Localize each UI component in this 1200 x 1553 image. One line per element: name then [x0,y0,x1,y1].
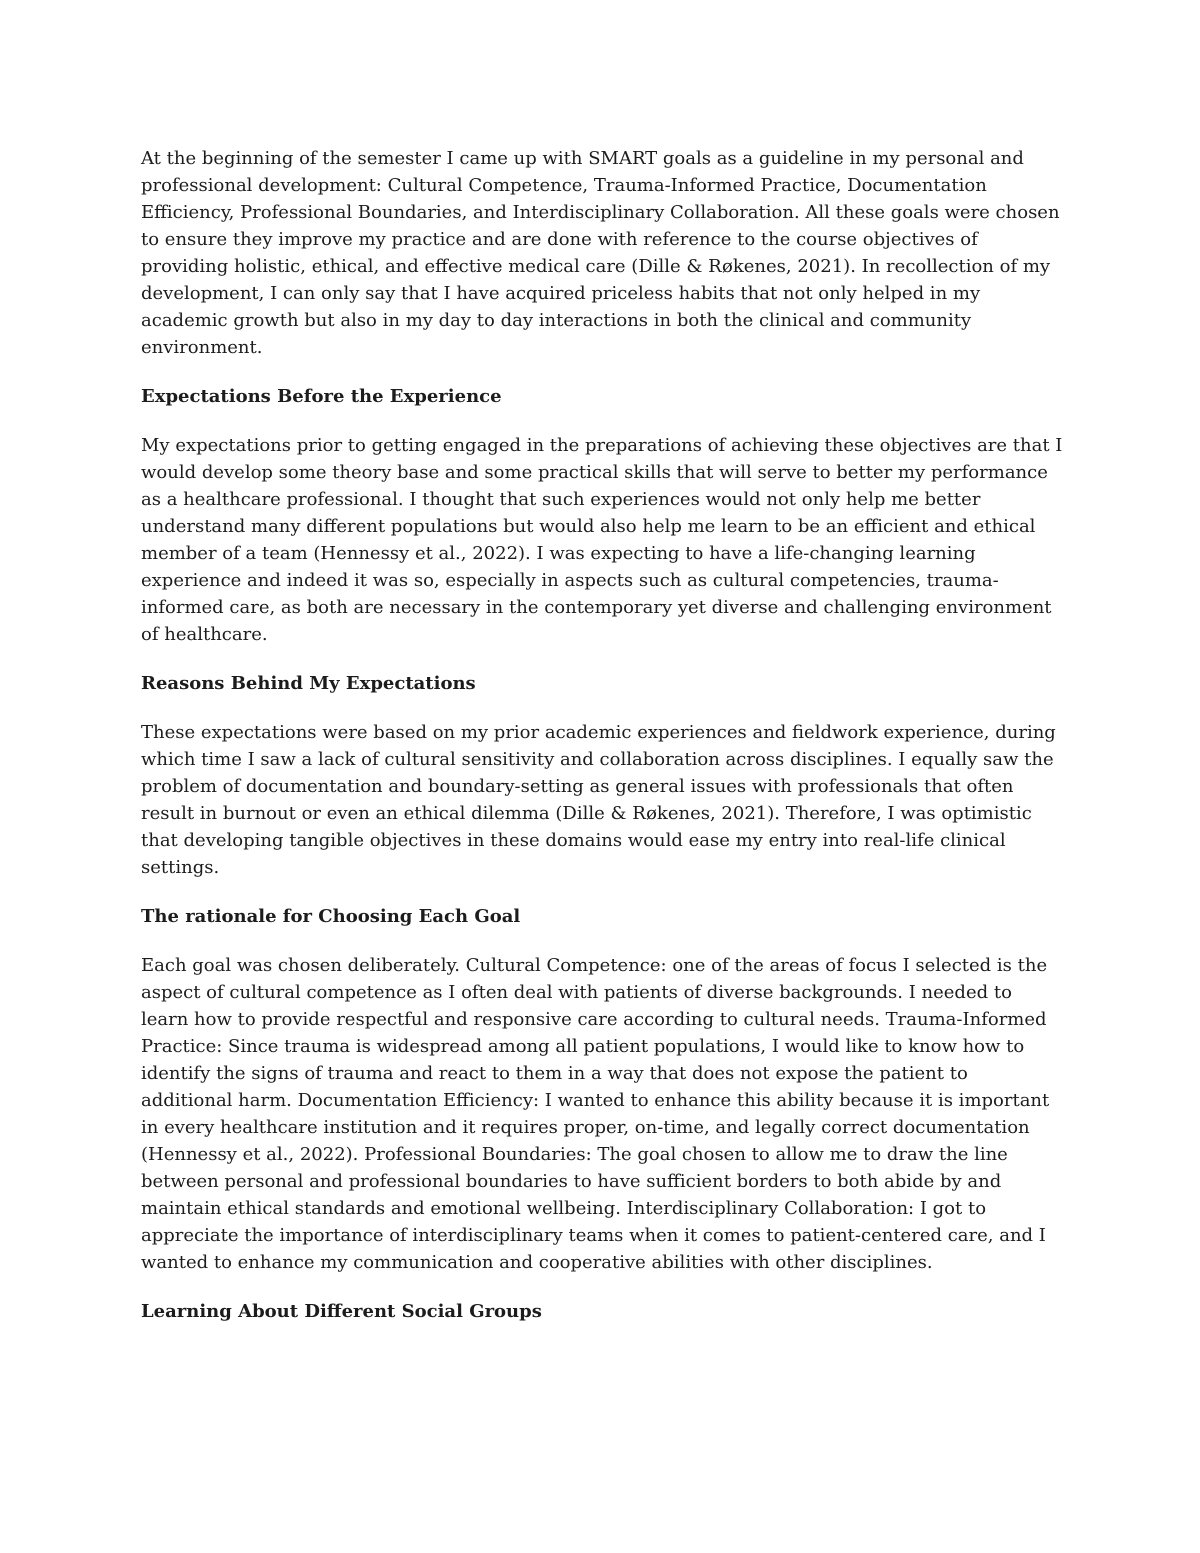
section-heading-reasons: Reasons Behind My Expectations [141,673,476,694]
section-body-expectations: My expectations prior to getting engaged in the preparations of achieving these objectives are that I would develop some theory base and some practical skills that will serve to better my performance as a healthcare professional. I thought that such experiences would not only help me better understand many different populations but would also help me learn to be an efficient and ethical member of a team (Hennessy et al., 2022). I was expecting to have a life-changing learning experience and indeed it was so, especially in aspects such as cultural competencies, trauma-informed care, as both are necessary in the contemporary yet diverse and challenging environment of healthcare. [141,435,1063,645]
section-body-rationale: Each goal was chosen deliberately. Cultural Competence: one of the areas of focus I selected is the aspect of cultural competence as I often deal with patients of diverse backgrounds. I needed to learn how to provide respectful and responsive care according to cultural needs. Trauma-Informed Practice: Since trauma is widespread among all patient populations, I would like to know how to identify the signs of trauma and react to them in a way that does not expose the patient to additional harm. Documentation Efficiency: I wanted to enhance this ability because it is important in every healthcare institution and it requires proper, on-time, and legally correct documentation (Hennessy et al., 2022). Professional Boundaries: The goal chosen to allow me to draw the line between personal and professional boundaries to have sufficient borders to both abide by and maintain ethical standards and emotional wellbeing. Interdisciplinary Collaboration: I got to appreciate the importance of interdisciplinary teams when it comes to patient-centered care, and I wanted to enhance my communication and cooperative abilities with other disciplines. [141,955,1050,1273]
section-body-reasons: These expectations were based on my prior academic experiences and fieldwork experience, during which time I saw a lack of cultural sensitivity and collaboration across disciplines. I equally saw the problem of documentation and boundary-setting as general issues with professionals that often result in burnout or even an ethical dilemma (Dille & Røkenes, 2021). Therefore, I was optimistic that developing tangible objectives in these domains would ease my entry into real-life clinical settings. [141,722,1056,878]
section-heading-expectations: Expectations Before the Experience [141,386,502,407]
section-heading-rationale: The rationale for Choosing Each Goal [141,906,521,927]
section-heading-social-groups: Learning About Different Social Groups [141,1301,542,1322]
intro-paragraph: At the beginning of the semester I came up with SMART goals as a guideline in my personal and professional development: Cultural Competence, Trauma-Informed Practice, Documentation Efficiency, Professional Boundaries, and Interdisciplinary Collaboration. All these goals were chosen to ensure they improve my practice and are done with reference to the course objectives of providing holistic, ethical, and effective medical care (Dille & Røkenes, 2021). In recollection of my development, I can only say that I have acquired priceless habits that not only helped in my academic growth but also in my day to day interactions in both the clinical and community environment. [141,148,1060,358]
